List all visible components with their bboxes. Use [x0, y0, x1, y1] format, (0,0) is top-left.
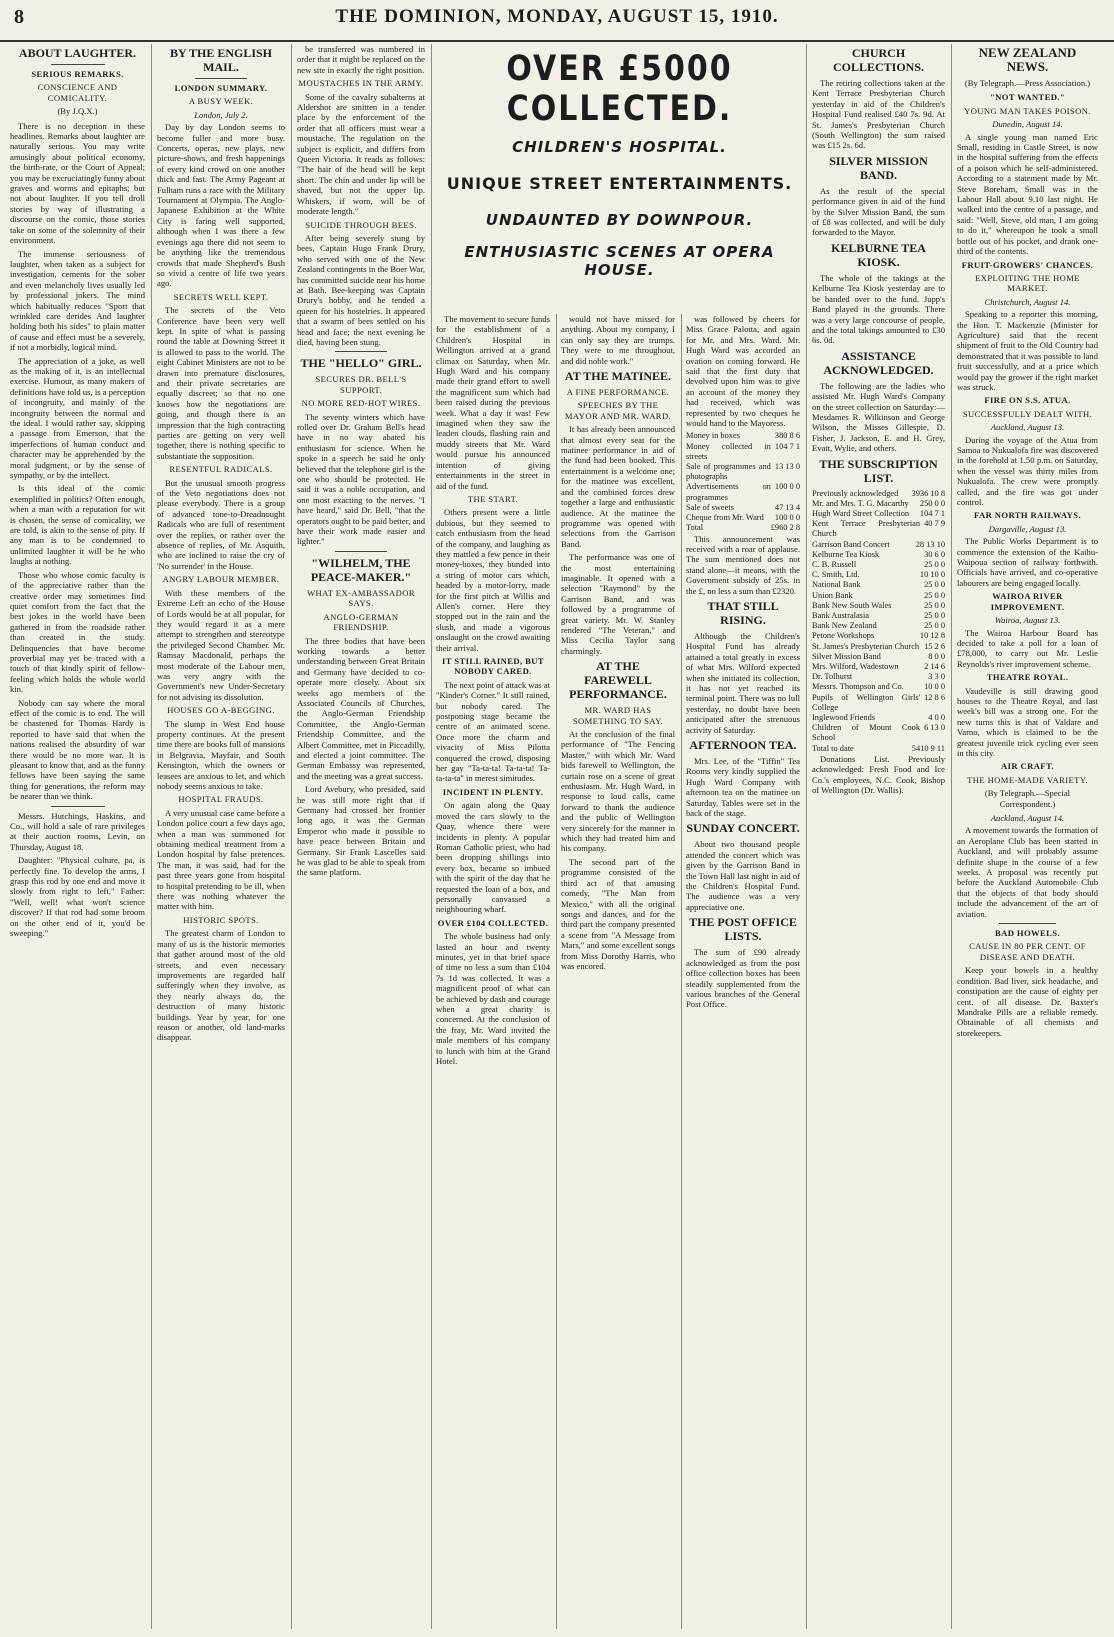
- row-amount: 40 7 9: [924, 519, 945, 529]
- dateline: London, July 2.: [194, 109, 248, 120]
- article-paragraph: The movement to secure funds for the establishment of a Children's Hospital in Wellington arrived at a grand climax on Saturday, when Mr. Hugh Ward and his company made their grand effort to swell the magnificent sum which had been raised during the previous week. What a day it was! Few imagined when they saw the leaden clouds, flashing rain and muddy streets that Mr. Ward would pursue his announced intention of giving entertainments in the street in aid of the fund.: [436, 314, 550, 491]
- row-label: Silver Mission Band: [812, 651, 881, 661]
- row-amount: 25 0 0: [924, 559, 945, 569]
- row-label: Mr. and Mrs. T. G. Macarthy: [812, 498, 909, 508]
- subhead: IT STILL RAINED, BUT NOBODY CARED.: [442, 656, 544, 677]
- subhead: THE START.: [467, 493, 519, 504]
- row-label: C. B. Russell: [812, 559, 857, 569]
- article-paragraph: Day by day London seems to become fuller and more busy. Concerts, operas, new plays, new picture-shows, and fresh happenings of every kind crowd on one another thick and fast. The Army Pageant at Fulham runs a race with the Military Tournament at Olympia. The Anglo-Japanese Exhibition at the White City is faring well supported, although when I was there a few evenings ago there did not seem to be anything like the tremendous crowds that made Shepherd's Bush so vivid a centre of life two years ago.: [157, 122, 285, 289]
- table-row: [812, 519, 945, 539]
- notice-paragraph: Daughter: "Physical culture, pa, is perfectly fine. To develop the arms, I grasp this rod by one end and move it slowly from right to left." Father: "Well, well! what won't science discover? If that rod had some broom on the other end of it, you'd be sweeping.": [10, 855, 145, 939]
- subhead: SUCCESSFULLY DEALT WITH.: [962, 408, 1093, 419]
- column-matinee: [557, 314, 682, 1629]
- subhead: ANGRY LABOUR MEMBER.: [162, 574, 280, 585]
- subhead: NO MORE RED-HOT WIRES.: [301, 398, 421, 409]
- row-amount: 100 0 0: [774, 513, 800, 523]
- row-label: Sale of sweets: [686, 502, 734, 512]
- article-paragraph: The Wairoa Harbour Board has decided to take a poll for a loan of £78,000, to carry out Mr. Leslie Reynolds's river improvement scheme.: [957, 627, 1098, 669]
- subhead: EXPLOITING THE HOME MARKET.: [975, 272, 1080, 294]
- column-london-misc: [292, 44, 432, 1629]
- headline-post-office: THE POST OFFICE LISTS.: [689, 915, 797, 944]
- subhead: A FINE PERFORMANCE.: [566, 387, 670, 398]
- article-paragraph: The following are the ladies who assisted Mr. Hugh Ward's Company on the street collection on Saturday:—Mesdames R. Wilkinson and George Wilson, the Misses Gillespie, D. Fisher, J. Jackson, E. and H. Grey, Evatt, Wylie, and others.: [812, 380, 945, 454]
- article-paragraph: A single young man named Eric Small, residing in Castle Street, is now in the hospital suffering from the effects of a poison which he self-administered. According to a statement made by Mr. Steve Boreham, Small was in the Labour Hall about 9.10 last night. He walked into the centre of a passage, and said: "Well, Steve, old man, I am going to do it," whereupon he took a small bottle out of his pocket, and drank one-third of the contents.: [957, 131, 1098, 257]
- subhead: ANGLO-GERMAN FRIENDSHIP.: [323, 611, 399, 633]
- row-amount: 5410 9 11: [911, 743, 945, 753]
- subhead: CAUSE IN 80 PER CENT. OF DISEASE AND DEATH.: [969, 941, 1086, 962]
- row-amount: 28 13 10: [915, 539, 945, 549]
- divider: [335, 551, 386, 552]
- table-row: [812, 723, 945, 743]
- row-amount: 2 14 6: [924, 662, 945, 672]
- subhead: THE HOME-MADE VARIETY.: [967, 774, 1088, 785]
- banner-deck: UNIQUE STREET ENTERTAINMENTS.: [446, 174, 793, 193]
- collection-table: [686, 431, 800, 533]
- article-paragraph: Keep your bowels in a healthy condition. Bad liver, sick headache, and constipation are the cause of eighty per cent. of all disease. Dr. Baxter's Mandrake Pills are a reliable remedy. Obtainable of all chemists and storekeepers.: [957, 965, 1098, 1038]
- subhead: INCIDENT IN PLENTY.: [442, 786, 544, 797]
- row-amount: 30 6 0: [924, 549, 945, 559]
- article-paragraph: The greatest charm of London to many of us is the historic memories that gather around most of the old streets, and even necessary improvements are regarded half sufferingly when they involve, as they nearly always do, the destruction of many historic buildings. Year by year, for one reason or another, old land-marks disappear.: [157, 928, 285, 1043]
- article-paragraph: There is no deception in these headlines. Remarks about laughter are naturally serious. You may write amusingly about political economy, the birth-rate, or the Court of Appeal; you may be excruciatingly funny about graves and worms and epitaphs; but not about laughter. If you tell droll stories by way of illustrating a discourse on the comic, those stories take on some of the solemnity of their environment.: [10, 120, 145, 246]
- subhead: SERIOUS REMARKS.: [31, 69, 124, 79]
- article-paragraph: Those who whose comic faculty is of the appreciative rather than the creative order may sometimes find quiet comfort from the fact that the best jokes in the world have been gathered in from the roadside rather than created in the study. Delinquencies that have become proverbial may yet be traced with a touch of that kindly spirit of fellow-feeling which holds the whole world kin.: [10, 569, 145, 695]
- row-label: Kent Terrace Presbyterian Church: [812, 519, 921, 539]
- table-row: [812, 642, 945, 652]
- table-row: [812, 499, 945, 509]
- row-label: Inglewood Friends: [812, 713, 876, 723]
- article-paragraph: Mrs. Lee, of the "Tiffin" Tea Rooms very kindly supplied the Hugh Ward Company with afternoon tea on the matinee on Saturday. Tables were set in the back of the stage.: [686, 756, 800, 819]
- dateline: Dargaville, August 13.: [988, 523, 1067, 534]
- article-paragraph: With these members of the Extreme Left an echo of the House of Lords would be at all popular, for they would regard it as a mere attempt to strengthen and stereotype the privileged Second Chamber. Mr. Ramsay Macdonald, perhaps the most moderate of the Labour men, was very angry with the Government's new Under-Secretary for not advising its dissolution.: [157, 587, 285, 702]
- newspaper-columns: [10, 44, 1104, 1629]
- subhead: THEATRE ROYAL.: [986, 672, 1069, 683]
- row-amount: 25 0 0: [924, 621, 945, 631]
- table-row: [812, 591, 945, 601]
- table-row: [812, 744, 945, 754]
- row-amount: 10 12 8: [919, 631, 945, 641]
- table-row: [812, 631, 945, 641]
- newspaper-title: THE DOMINION, MONDAY, AUGUST 15, 1910.: [335, 6, 779, 27]
- column-nz-news: [952, 44, 1104, 1629]
- article-paragraph: be transferred was numbered in order that it might be replaced on the new site in exactly the right position.: [297, 44, 425, 75]
- subhead: FIRE ON S.S. ATUA.: [984, 395, 1071, 406]
- subhead: HOSPITAL FRAUDS.: [178, 794, 264, 805]
- subhead: HOUSES GO A-BEGGING.: [167, 705, 275, 716]
- subhead: HISTORIC SPOTS.: [183, 914, 259, 925]
- article-paragraph: The three bodies that have been working towards a better understanding between Great Britain and Germany have decided to co-operate more closely. About six weeks ago members of the Associated Councils of Churches, the Anglo-German Friendship Committee, the Anglo-German Friendship Committee, and the Albert Committee, met in Piccadilly, and elected a joint committee. The German Embassy was represented, and the meeting was a great success.: [297, 635, 425, 781]
- headline-silver-mission: SILVER MISSION BAND.: [829, 153, 928, 182]
- subhead: A BUSY WEEK.: [188, 96, 254, 107]
- banner-deck: CHILDREN'S HOSPITAL.: [512, 138, 727, 156]
- table-row: [812, 621, 945, 631]
- subhead: FRUIT-GROWERS' CHANCES.: [961, 259, 1094, 270]
- row-amount: 10 10 0: [919, 570, 945, 580]
- subhead: WHAT EX-AMBASSADOR SAYS.: [306, 587, 416, 609]
- row-label: Bank New South Wales: [812, 600, 892, 610]
- article-paragraph: As the result of the special performance given in aid of the fund by the Silver Mission Band, the sum of £8 was collected, and will be duly forwarded to the Mayor.: [812, 185, 945, 238]
- article-paragraph: The immense seriousness of laughter, when taken as a subject for investigation, cements for the sober and even melancholy lives usually led by professional jokers. The mind which habitually reduces "Sport that wrinkled care derides And laughter holding both his sides" to plain matter of cause and effect must be a severely, if not a morbidly, logical mind.: [10, 248, 145, 353]
- column-totals: [682, 44, 807, 1629]
- article-paragraph: The seventy winters which have rolled over Dr. Graham Bell's head have in no way abated his enthusiasm for science. When he spoke in a speech he said he only believed that the telephone girl is the one who should be protected. He said it was a noble occupation, and one most exacting to the nerves. "I have heard," said Dr. Bell, "that the operators ought to be paid better, and have their work made easier and lighter.": [297, 411, 425, 547]
- banner-headline: OVER £5000 COLLECTED.: [506, 48, 733, 130]
- table-row: [686, 503, 800, 513]
- table-row: [812, 611, 945, 621]
- article-paragraph: At the conclusion of the final performance of "The Fencing Master," with which Mr. Ward bids farewell to Wellington, the curtain rose on a scene of great enthusiasm. Mr. Hugh Ward, in response to loud calls, came forward to thank the audience and the public of Wellington very sincerely for the manner in which they had treated him and his company.: [561, 729, 675, 854]
- article-paragraph: This announcement was received with a roar of applause. The sum mentioned does not stand alone—it means, with the Government subsidy of 25s. in the £, no less a sum than £2320.: [686, 533, 800, 596]
- table-row: [812, 652, 945, 662]
- row-label: Messrs. Thompson and Co.: [812, 682, 904, 692]
- masthead: [0, 0, 1114, 42]
- subhead: CONSCIENCE AND COMICALITY.: [37, 82, 118, 103]
- subhead: "NOT WANTED.": [989, 92, 1066, 103]
- row-label: Total to date: [812, 743, 854, 753]
- subhead: WAIROA RIVER IMPROVEMENT.: [990, 591, 1065, 612]
- article-paragraph: The performance was one of the most entertaining imaginable. It opened with a selection "Raymond" by the Garrison Band, and was followed by a programme of great variety. Mr. W. Stanley rendered "The Veteran," and Miss Cecilia Taylor sang charmingly.: [561, 552, 675, 656]
- table-row: [812, 489, 945, 499]
- table-row: [812, 540, 945, 550]
- row-amount: 15 2 6: [924, 641, 945, 651]
- banner-space: [686, 44, 800, 314]
- row-amount: 3 3 0: [928, 672, 945, 682]
- table-row: [686, 513, 800, 523]
- headline-english-mail: BY THE ENGLISH MAIL.: [169, 46, 273, 74]
- table-row: [812, 570, 945, 580]
- article-paragraph: Others present were a little dubious, but they seemed to catch enthusiasm from the head of the company, and laughing as they mattled a few pence in their money-boxes, they bunded into a string of motor cars which, headed by a motor-lorry, made for the first pitch at Willis and Allen's corner. Here they stopped out in the rain and the slush, and made a vigorous onslaught on the crowd awaiting their arrival.: [436, 507, 550, 653]
- headline-afternoon-tea: AFTERNOON TEA.: [689, 738, 797, 752]
- row-amount: 13 13 0: [774, 462, 800, 472]
- row-label: Children of Mount Cook School: [812, 723, 921, 743]
- subhead: SUICIDE THROUGH BEES.: [305, 219, 417, 230]
- dateline: Wairoa, August 13.: [994, 615, 1061, 626]
- row-label: Advertisements on programmes: [686, 482, 771, 502]
- subhead: SECRETS WELL KEPT.: [173, 291, 269, 302]
- subhead: FAR NORTH RAILWAYS.: [973, 510, 1082, 521]
- divider: [51, 806, 105, 807]
- article-paragraph: Donations List. Previously acknowledged: Fresh Food and Ice Co.'s employees, N.C. Cook, Bishop of Wellington (Dr. Wallis).: [812, 753, 945, 796]
- row-amount: 25 0 0: [924, 611, 945, 620]
- subhead: RESENTFUL RADICALS.: [169, 464, 273, 475]
- row-label: Kelburne Tea Kiosk: [812, 549, 880, 559]
- row-label: Total: [686, 523, 704, 533]
- subhead: MR. WARD HAS SOMETHING TO SAY.: [572, 705, 664, 726]
- article-paragraph: The whole business had only lasted an hour and twenty minutes, yet in that brief space of time no less a sum than £104 7s 1d was collected. It was a magnificent proof of what can be achieved by dash and courage when a great charity is concerned. At the conclusion of the fray, Mr. Ward invited the male members of his company to lunch with him at the Grand Hotel.: [436, 931, 550, 1067]
- byline: (By J.Q.X.): [57, 106, 98, 117]
- headline-sunday-concert: SUNDAY CONCERT.: [686, 821, 800, 836]
- subhead: YOUNG MAN TAKES POISON.: [964, 105, 1091, 116]
- article-paragraph: was followed by cheers for Miss Grace Palotta, and again for Mr. and Mrs. Ward. Mr. Hugh Ward was accorded an ovation on coming forward. He said that the first duty that devolved upon him was to give an account of the money they had received, which was represented by two cheques he would hand to the Mayoress.: [686, 314, 800, 429]
- table-row: [812, 550, 945, 560]
- row-amount: 6 13 0: [924, 723, 945, 733]
- row-label: C. Smith, Ltd.: [812, 570, 860, 580]
- row-label: Garrison Band Concert: [812, 539, 890, 549]
- article-paragraph: Some of the cavalry subalterns at Aldershot are smitten in a tender place by the enforcement of the order that all officers must wear a moustache. The regulation on the subject is explicit, and differs from Queen Victoria. It reads as follows: "The hair of the head will be kept short. The chin and under lip will be shaved, but not the upper lip. Whiskers, if worn, will be of moderate length.": [297, 91, 425, 217]
- row-label: Pupils of Wellington Girls' College: [812, 692, 921, 712]
- row-label: Hugh Ward Street Collection: [812, 508, 910, 518]
- article-paragraph: Vaudeville is still drawing good houses to the Theatre Royal, and last week's bill was a strong one. For the new turns this is that of Valdare and Varno, which is claimed to be the greatest juvenile trick cycling ever seen in this city.: [957, 685, 1098, 758]
- column-subscriptions: [807, 44, 952, 1629]
- table-row: [812, 580, 945, 590]
- headline-still-rising: THAT STILL RISING.: [707, 598, 779, 627]
- row-label: Cheque from Mr. Ward: [686, 513, 764, 523]
- row-amount: 380 8 6: [774, 431, 800, 441]
- dateline: Auckland, August 14.: [990, 813, 1065, 823]
- article-paragraph: The secrets of the Veto Conference have been very well kept. In spite of what is passing round the table at Downing Street it is allowed to pass to the world. The eight Cabinet Ministers are not to be drawn into premature disclosures, and their private secretaries are equally discreet; so that no one knows how the negotiations are going, and though there is an impression that the high contracting parties are getting on very well together, there is nothing specific to substantiate the supposition.: [157, 305, 285, 461]
- row-amount: 25 0 0: [924, 590, 945, 600]
- byline: (By Telegraph.—Press Association.): [964, 78, 1091, 88]
- row-amount: 25 0 0: [924, 580, 945, 590]
- dateline: Dunedin, August 14.: [992, 119, 1063, 130]
- table-row: [686, 462, 800, 482]
- article-paragraph: Although the Children's Hospital Fund has already attained a total greatly in excess of what Mrs. Wilford expected when she initiated its collection, it has not yet reached its terminal point. There was no lull yesterday, no doubt have been anticipated after the strenuous activity of Saturday.: [686, 630, 800, 735]
- row-amount: 8 0 0: [928, 651, 945, 661]
- subhead: OVER £104 COLLECTED.: [437, 917, 549, 928]
- headline-assistance: ASSISTANCE ACKNOWLEDGED.: [823, 348, 934, 377]
- article-paragraph: The sum of £90 already acknowledged as from the post office collection boxes has been steadily supplemented from the various branches of the General Post Office.: [686, 947, 800, 1010]
- row-label: Money in boxes: [686, 431, 740, 441]
- row-amount: 100 0 0: [774, 482, 800, 492]
- headline-kelburne: KELBURNE TEA KIOSK.: [831, 240, 926, 269]
- table-row: [812, 560, 945, 570]
- headline-church-collections: CHURCH COLLECTIONS.: [832, 46, 925, 74]
- article-paragraph: After being severely stung by bees, Captain Hugo Frank Drury, who served with one of the New Zealand contingents in the Boer War, has committed suicide near his home at Bath. Bee-keeping was Captain Drury's hobby, and he tended a queen for his hostelries. It appeared that a swarm of bees settled on his head and face; the next evening he died, having been stung.: [297, 232, 425, 347]
- row-label: Bank Australasia: [812, 611, 869, 620]
- table-row: [812, 601, 945, 611]
- row-label: Dr. Tolhurst: [812, 672, 853, 682]
- article-paragraph: Speaking to a reporter this morning, the Hon. T. Mackenzie (Minister for Agriculture) said that the recent shipment of fruit to the Old Country had demonstrated that it was possible to land fruit successfully, and at a price which would pay the grower if the right market was struck.: [957, 309, 1098, 392]
- row-amount: 25 0 0: [924, 600, 945, 610]
- table-row: [686, 482, 800, 502]
- row-amount: 10 0 0: [924, 682, 945, 692]
- banner-deck: UNDAUNTED BY DOWNPOUR.: [485, 211, 754, 229]
- row-label: Money collected in streets: [686, 441, 771, 461]
- row-amount: 12 8 6: [924, 692, 945, 702]
- row-label: Mrs. Wilford, Wadestown: [812, 662, 899, 672]
- table-row: [812, 693, 945, 713]
- article-paragraph: A movement towards the formation of an Aeroplane Club has been started in Auckland, and will probably assume definite shape in the course of a few weeks. A proposal was recently put before the Auckland Automobile Club that the objects of that body should include the advancement of the art of aviation.: [957, 825, 1098, 919]
- dateline: Christchurch, August 14.: [984, 296, 1071, 307]
- row-label: Sale of programmes and photographs: [686, 462, 771, 482]
- headline-farewell: AT THE FAREWELL PERFORMANCE.: [569, 659, 667, 702]
- article-paragraph: The whole of the takings at the Kelburne Tea Kiosk yesterday are to be handed over to the fund. Jupp's Band played in the grounds. There was a very large concourse of people, and the total takings amounted to £30 6s. 0d.: [812, 272, 945, 346]
- article-paragraph: A very unusual case came before a London police court a few days ago, when a man was summoned for obtaining medical treatment from a London hospital by false pretences. The man, it was said, had for the past three years gone from hospital to hospital pretending to be ill, when there was nothing whatever the matter with him.: [157, 807, 285, 912]
- row-amount: 47 13 4: [774, 502, 800, 512]
- column-hospital-story: [432, 314, 557, 1629]
- headline-wilhelm: "WILHELM, THE PEACE-MAKER.": [310, 555, 412, 584]
- article-paragraph: Lord Avebury, who presided, said he was still more right that if Germany had crossed her frontier long ago, it was the German Emperor who made it possible to have peace between Britain and Germany. Sir Frank Lascelles said he was glad to be able to speak from the same platform.: [297, 784, 425, 878]
- table-row: [812, 672, 945, 682]
- row-label: Previously acknowledged: [812, 488, 899, 498]
- subhead: AIR CRAFT.: [1000, 761, 1054, 772]
- article-paragraph: About two thousand people attended the concert which was given by the Garrison Band in the Town Hall last night in aid of the Children's Hospital Fund. The audience was a very appreciative one.: [686, 839, 800, 912]
- article-paragraph: The retiring collections taken at the Kent Terrace Presbyterian Church yesterday in aid of the Children's Hospital Fund realised £40 7s. 9d. At St. James's Presbyterian Church (South Wellington) the sum raised was £15 2s. 6d.: [812, 78, 945, 151]
- subhead: MOUSTACHES IN THE ARMY.: [298, 78, 424, 89]
- article-paragraph: The slump in West End house property continues. At the present time there are books full of mansions in Belgravia, Mayfair, and South Kensington, which the owners or leasees are anxious to let, and which nobody seems anxious to take.: [157, 718, 285, 791]
- byline: (By Telegraph.—Special Correspondent.): [984, 788, 1071, 809]
- notice-paragraph: Messrs. Hutchings, Haskins, and Co., will hold a sale of rare privileges at their auction rooms, Levin, on Thursday, August 18.: [10, 810, 145, 852]
- row-amount: 104 7 1: [774, 441, 800, 451]
- column-about-laughter: [10, 44, 152, 1629]
- subhead: SECURES DR. BELL'S SUPPORT.: [315, 374, 407, 395]
- table-row: [812, 662, 945, 672]
- article-paragraph: Is this ideal of the comic exemplified in politics? Often enough, when a man with a reputation for wit is chosen, the sense of comicality, we are told, is akin to the sense of pity. If any man is to be condemned to unlimited laughter it will be he who laughs at nothing.: [10, 483, 145, 567]
- row-amount: £960 2 8: [770, 523, 800, 533]
- divider: [335, 351, 386, 352]
- divider: [195, 78, 246, 79]
- article-paragraph: The second part of the programme consisted of the third act of that amusing comedy, "The Man from Mexico," with all the original songs and dances, and for the third part the company presented a scene from "A Message from Mars," and some excellent songs from Miss Dorothy Harris, who was encored.: [561, 856, 675, 971]
- row-label: National Bank: [812, 580, 861, 590]
- row-label: Union Bank: [812, 590, 853, 600]
- subhead: SPEECHES BY THE MAYOR AND MR. WARD.: [564, 400, 672, 421]
- row-label: St. James's Presbyterian Church: [812, 641, 920, 651]
- article-paragraph: The Public Works Department is to commence the extension of the Kaihu-Waipoua section of railway forthwith. Officials have arrived, and co-operative labourers are being engaged locally.: [957, 536, 1098, 588]
- dateline: Auckland, August 13.: [990, 422, 1065, 433]
- row-amount: 104 7 1: [919, 508, 945, 518]
- table-row: [812, 713, 945, 723]
- row-label: Petone Workshops: [812, 631, 875, 641]
- subhead: LONDON SUMMARY.: [174, 83, 268, 93]
- column-english-mail: [152, 44, 292, 1629]
- headline-nz-news: NEW ZEALAND NEWS.: [978, 45, 1077, 74]
- table-row: [686, 523, 800, 533]
- subscription-table: [812, 489, 945, 754]
- subhead: BAD HOWELS.: [994, 928, 1061, 939]
- row-amount: 3936 10 8: [911, 488, 945, 498]
- article-paragraph: It has already been announced that almost every seat for the matinee performance in aid of the fund had been booked. This entertainment is a welcome one; for the matinee was excellent, and the combined forces drew together a large and enthusiastic audience. At the matinee the programme was opened with selections from the Garrison Band.: [561, 424, 675, 549]
- headline-subscription-list: THE SUBSCRIPTION LIST.: [819, 456, 938, 485]
- table-row: [812, 509, 945, 519]
- article-paragraph: The next point of attack was at "Kinder's Corner." It still rained, but nobody cared. The postponing stage became the centre of an animated scene. Once more the charm and vivacity of Miss Pilotta conquered the crowd, disposing her gay "Ta-ta-ta! Ta-ta-ta! Ta-ta-ta-ta" in merest simitudes.: [436, 679, 550, 784]
- page-number: 8: [14, 6, 24, 28]
- headline-about-laughter: ABOUT LAUGHTER.: [18, 46, 137, 60]
- article-paragraph: On again along the Quay moved the cars slowly to the Quay, whence there were incidents in plenty. A popular Roman Catholic priest, who had been dropping shillings into every box, became so imbued with the spirit of the day that he requested the loan of a box, and personally canvassed a neighbouring wharf.: [436, 800, 550, 915]
- row-amount: 250 0 0: [919, 498, 945, 508]
- table-row: [686, 442, 800, 462]
- banner-deck: ENTHUSIASTIC SCENES AT OPERA HOUSE.: [464, 243, 775, 279]
- article-paragraph: Nobody can say where the moral effect of the comic is to end. The will be chastened for Thomas Hardy is reported to have said that when the nations realised the absurdity of war there would be no more war. It is pleasant to know that, and as the funny fellows have been saying the same thing for generations, the reform may be nearer than we think.: [10, 697, 145, 802]
- headline-hello-girl: THE "HELLO" GIRL.: [300, 356, 422, 371]
- table-row: [812, 682, 945, 692]
- headline-matinee: AT THE MATINEE.: [564, 369, 672, 384]
- article-paragraph: But the unusual smooth progress of the Veto negotiations does not please everybody. There is a group of advanced tone-to-Dreadnought Radicals who are full of resentment over the replies, or rather over the absence of replies, of Mr. Asquith, who are inclined to raise the cry of 'No surrender' in the House.: [157, 477, 285, 571]
- divider: [51, 64, 105, 65]
- article-paragraph: During the voyage of the Atua from Samoa to Nukualofa fire was discovered in the forehold at 1.50 p.m. on Saturday, when the vessel was thirty miles from Nukualofa. The crew were promptly called, and the fire was got under control.: [957, 434, 1098, 508]
- row-amount: 4 0 0: [928, 713, 945, 723]
- row-label: Bank New Zealand: [812, 621, 877, 631]
- article-paragraph: would not have missed for anything. About my company, I can only say they are trumps. They were to me throughout, and did noble work.": [561, 314, 675, 366]
- divider: [999, 923, 1055, 924]
- table-row: [686, 431, 800, 441]
- article-paragraph: The appreciation of a joke, as well as the making of it, is an intellectual exercise. Humour, as many makers of definitions have told us, is a perception of incongruity, and mainly of the incongruity between the normal and the ideal. I would rather say, skipping a passage from Emerson, that the imperfections of human conduct and character may be apprehended by the moral judgment, or by the sense of sympathy, or by the intellect.: [10, 355, 145, 481]
